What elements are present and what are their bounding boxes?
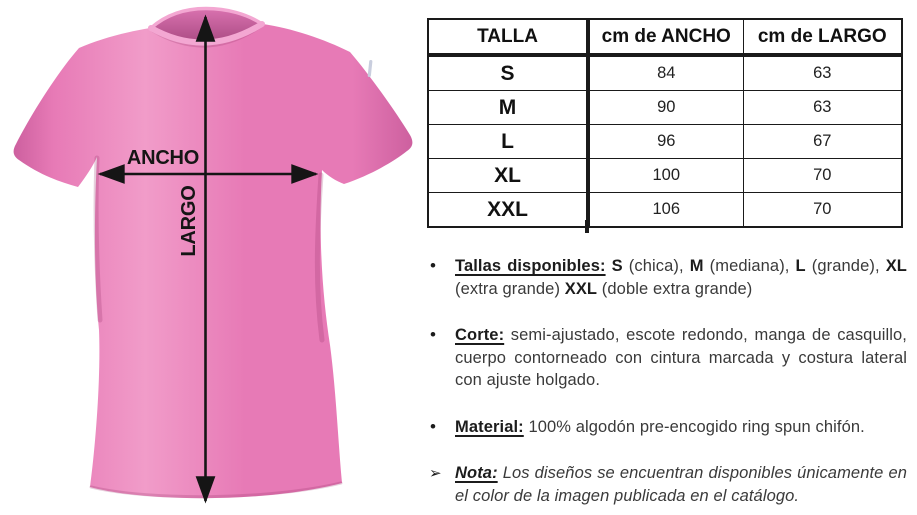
note-segment: (doble extra grande): [597, 279, 753, 298]
note-segment: (grande),: [805, 257, 886, 275]
talla-cell: M: [428, 91, 588, 125]
size-table-header-row: [428, 19, 902, 55]
bullet-icon: •: [430, 416, 437, 436]
sleeve-tag-mark: [368, 60, 373, 77]
note-segment: (mediana),: [703, 257, 796, 275]
ancho-cell: 106: [588, 193, 743, 228]
size-row-L: [428, 125, 902, 159]
tshirt-body: [14, 24, 413, 498]
largo-cell: 70: [743, 159, 902, 193]
ancho-cell: 90: [588, 91, 743, 125]
note-segment: (extra grande): [455, 279, 565, 298]
size-table: [427, 18, 903, 228]
note-segment: S: [611, 257, 623, 275]
note-cut: [429, 324, 907, 392]
size-row-S: [428, 55, 902, 91]
talla-cell: L: [428, 125, 588, 159]
width-measure-label: ANCHO: [126, 147, 200, 169]
size-row-M: [428, 91, 902, 125]
note-segment: Nota:: [455, 464, 498, 482]
product-notes: [429, 255, 907, 515]
largo-cell: 67: [743, 125, 902, 159]
size-row-XL: [428, 159, 902, 193]
note-material-text: [455, 416, 907, 439]
ancho-cell: 96: [588, 125, 743, 159]
largo-cell: 70: [743, 193, 902, 228]
note-catalog-text: [455, 462, 907, 507]
largo-cell: 63: [743, 91, 902, 125]
bullet-icon: •: [430, 256, 437, 275]
note-sizes-text: [455, 255, 907, 300]
length-measure-label: LARGO: [178, 185, 200, 257]
talla-cell: XXL: [428, 193, 588, 228]
talla-header: TALLA: [428, 19, 588, 55]
note-segment: XXL: [564, 279, 598, 298]
note-segment: Los diseños se encuentran disponibles únicamente en el color de la imagen publicada en el catálogo.: [455, 464, 907, 505]
note-segment: 100% algodón pre-encogido ring spun chifón.: [523, 417, 865, 436]
bullet-icon: •: [430, 325, 437, 344]
largo-header: cm de LARGO: [743, 19, 902, 55]
note-segment: semi-ajustado, escote redondo, manga de casquillo, cuerpo contorneado con cintura marcada y costura lateral con ajuste holgado.: [455, 326, 907, 389]
talla-cell: S: [428, 55, 588, 91]
note-segment: Tallas disponibles:: [455, 257, 606, 275]
note-material: [429, 416, 907, 439]
note-segment: XL: [885, 257, 907, 275]
note-segment: M: [689, 257, 704, 275]
note-segment: Material:: [455, 417, 524, 436]
largo-cell: 63: [743, 55, 902, 91]
table-column-divider-extension: [585, 220, 589, 233]
ancho-cell: 100: [588, 159, 743, 193]
ancho-header: cm de ANCHO: [588, 19, 743, 55]
arrow-bullet-icon: ➢: [429, 464, 442, 482]
note-sizes: [429, 255, 907, 300]
note-cut-text: [455, 324, 907, 392]
size-row-XXL: [428, 193, 902, 228]
note-segment: (chica),: [622, 257, 690, 275]
note-segment: L: [795, 257, 806, 275]
note-segment: Corte:: [455, 326, 505, 344]
talla-cell: XL: [428, 159, 588, 193]
tshirt-diagram: [0, 0, 420, 515]
ancho-cell: 84: [588, 55, 743, 91]
note-catalog: [429, 462, 907, 507]
